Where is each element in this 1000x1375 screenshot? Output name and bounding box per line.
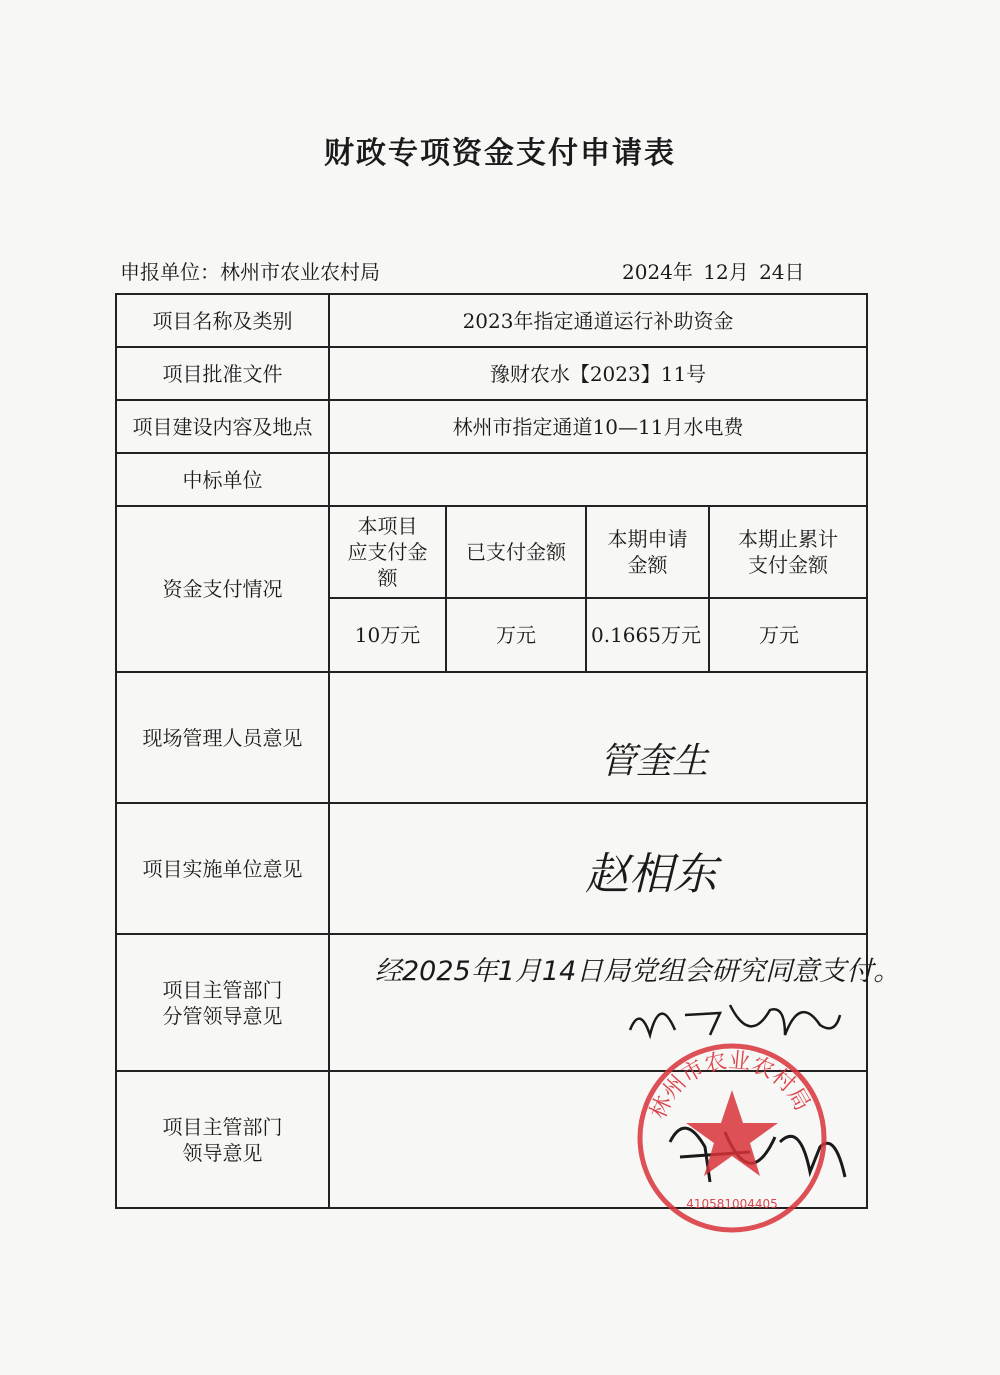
col-apply-line2: 金额 bbox=[627, 553, 668, 577]
col-should-pay bbox=[329, 506, 446, 598]
official-stamp bbox=[632, 1038, 832, 1238]
col-should-pay-line3: 额 bbox=[377, 566, 398, 590]
dept-leader-label-line1: 项目主管部门 bbox=[162, 1114, 283, 1139]
page-title: 财政专项资金支付申请表 bbox=[324, 136, 676, 171]
col-should-pay-line2: 应支付金 bbox=[347, 540, 428, 564]
col-should-pay-line1: 本项目 bbox=[357, 514, 418, 538]
impl-unit-opinion bbox=[329, 803, 867, 934]
impl-unit-sign-text: 赵相东 bbox=[585, 849, 717, 900]
content-label: 项目建设内容及地点 bbox=[116, 400, 329, 453]
col-cumulative-line2: 支付金额 bbox=[748, 553, 829, 577]
col-paid: 已支付金额 bbox=[446, 506, 586, 598]
row-payment-header bbox=[116, 506, 867, 598]
approval-doc-label: 项目批准文件 bbox=[116, 347, 329, 400]
row-content bbox=[116, 400, 867, 453]
deputy-opinion-text: 经2025年1月14日局党组会研究同意支付。 bbox=[375, 956, 901, 987]
site-manager-signature bbox=[330, 673, 861, 802]
application-date bbox=[622, 256, 809, 285]
stamp-star-icon bbox=[686, 1090, 778, 1176]
row-site-manager bbox=[116, 672, 867, 803]
applicant-unit: 申报单位：林州市农业农村局 bbox=[120, 260, 380, 284]
col-apply-line1: 本期申请 bbox=[607, 527, 688, 551]
dept-leader-label bbox=[116, 1071, 329, 1208]
impl-unit-label: 项目实施单位意见 bbox=[116, 803, 329, 934]
val-apply: 0.1665万元 bbox=[586, 598, 709, 672]
val-should-pay: 10万元 bbox=[329, 598, 446, 672]
dept-deputy-label-line1: 项目主管部门 bbox=[162, 977, 283, 1002]
row-approval-doc bbox=[116, 347, 867, 400]
payment-label: 资金支付情况 bbox=[116, 506, 329, 672]
date-month: 12月 bbox=[703, 260, 749, 284]
stamp-code-text: 410581004405 bbox=[686, 1197, 778, 1211]
approval-doc-value: 豫财农水【2023】11号 bbox=[329, 347, 867, 400]
impl-unit-signature bbox=[330, 804, 861, 933]
val-paid: 万元 bbox=[446, 598, 586, 672]
row-project-name bbox=[116, 294, 867, 347]
dept-leader-label-line2: 领导意见 bbox=[182, 1140, 263, 1165]
site-manager-label: 现场管理人员意见 bbox=[116, 672, 329, 803]
row-impl-unit bbox=[116, 803, 867, 934]
date-day: 24日 bbox=[759, 260, 805, 284]
dept-deputy-label-line2: 分管领导意见 bbox=[162, 1003, 283, 1028]
content-value: 林州市指定通道10—11月水电费 bbox=[329, 400, 867, 453]
project-name-value: 2023年指定通道运行补助资金 bbox=[329, 294, 867, 347]
site-manager-opinion bbox=[329, 672, 867, 803]
winning-unit-label: 中标单位 bbox=[116, 453, 329, 506]
winning-unit-value bbox=[329, 453, 867, 506]
deputy-signature-scribble bbox=[630, 1005, 840, 1035]
site-manager-sign-text: 管奎生 bbox=[600, 741, 709, 782]
col-cumulative bbox=[709, 506, 867, 598]
dept-deputy-label bbox=[116, 934, 329, 1071]
val-cumulative: 万元 bbox=[709, 598, 867, 672]
stamp-name-text: 林州市农业农村局 bbox=[645, 1048, 815, 1123]
project-name-label: 项目名称及类别 bbox=[116, 294, 329, 347]
col-apply bbox=[586, 506, 709, 598]
row-winning-unit bbox=[116, 453, 867, 506]
col-cumulative-line1: 本期止累计 bbox=[738, 527, 839, 551]
date-year: 2024年 bbox=[622, 260, 693, 284]
